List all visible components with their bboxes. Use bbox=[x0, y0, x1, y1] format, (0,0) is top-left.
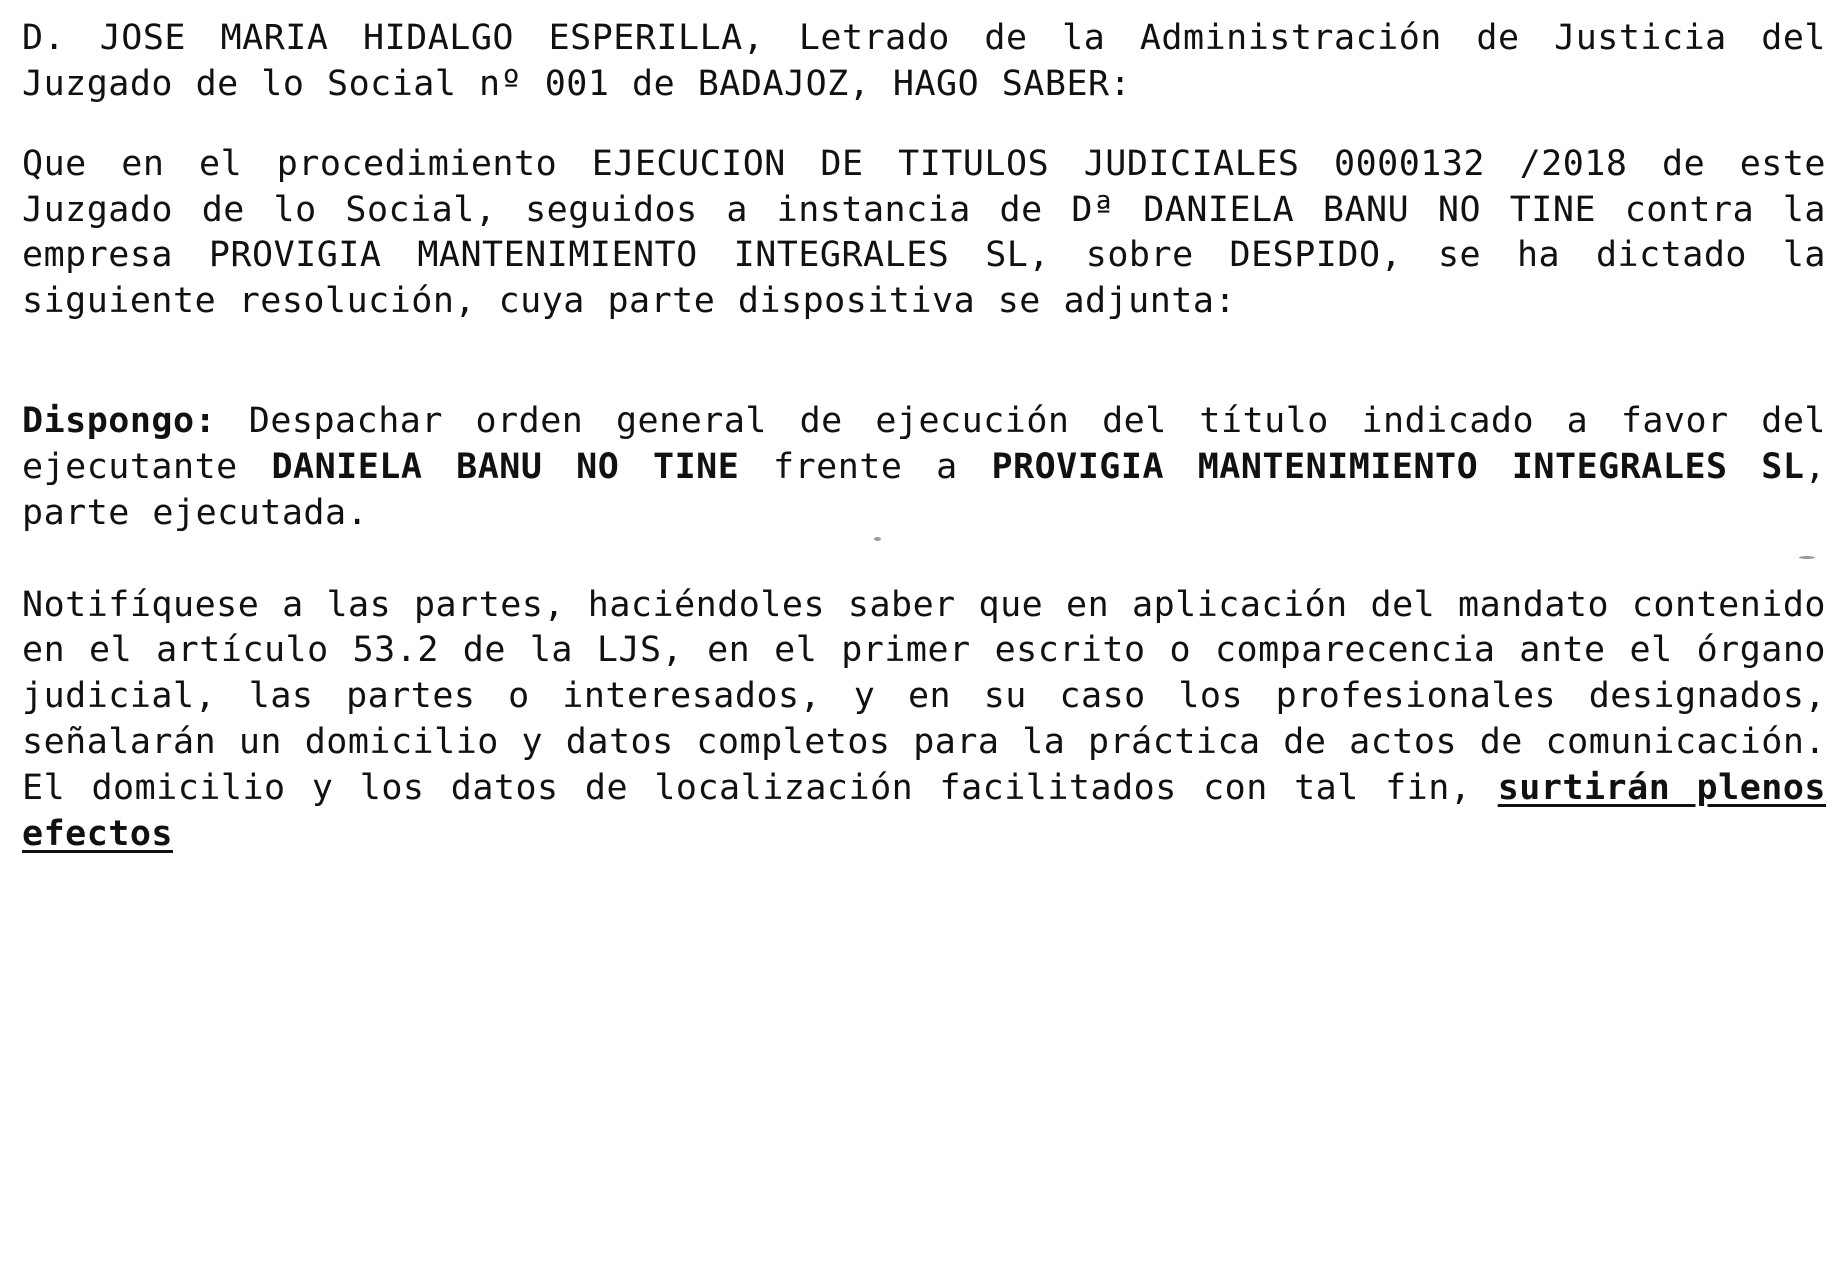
text-run-dispongo-body-3: , parte ejecutada. bbox=[22, 446, 1827, 533]
text-run-dispongo-body-1: Despachar orden general de ejecución del título indicado a favor del ejecutante bbox=[22, 401, 1826, 487]
text-run-clerk-statement: D. JOSE MARIA HIDALGO ESPERILLA, Letrado de la Administración de Justicia del Juzgado de lo Social nº 001 de BADAJOZ, HAGO SABER: bbox=[22, 18, 1826, 104]
scan-speck-icon bbox=[1799, 556, 1815, 559]
scan-speck-icon bbox=[874, 537, 881, 541]
paragraph-spacer bbox=[22, 325, 1826, 399]
text-run-dispongo-label: Dispongo: bbox=[22, 401, 217, 442]
text-run-executing-party: DANIELA BANU NO TINE bbox=[271, 446, 740, 487]
paragraph-notification bbox=[22, 583, 1826, 858]
text-run-executed-party: PROVIGIA MANTENIMIENTO INTEGRALES SL bbox=[991, 446, 1805, 487]
paragraph-spacer bbox=[22, 108, 1826, 142]
paragraph-dispongo bbox=[22, 399, 1826, 537]
paragraph-procedure-intro bbox=[22, 142, 1826, 325]
text-run-notification-emphasis: surtirán plenos efectos bbox=[22, 767, 1826, 854]
paragraph-spacer bbox=[22, 537, 1826, 583]
text-run-procedure-intro: Que en el procedimiento EJECUCION DE TITULOS JUDICIALES 0000132 /2018 de este Juzgado de lo Social, seguidos a instancia de Dª DANIELA BANU NO TINE contra la empresa PROVIGIA MANTENIMIENTO INTEGRALES SL, sobre DESPIDO, se ha dictado la siguiente resolución, cuya parte dispositiva se adjunta: bbox=[22, 143, 1826, 322]
paragraph-header-clerk bbox=[22, 16, 1826, 108]
text-run-dispongo-body-2: frente a bbox=[739, 446, 992, 487]
text-run-notification-body: Notifíquese a las partes, haciéndoles saber que en aplicación del mandato contenido en el artículo 53.2 de la LJS, en el primer escrito o comparecencia ante el órgano judicial, las partes o interesados, y en su caso los profesionales designados, señalarán un domicilio y datos completos para la práctica de actos de comunicación. El domicilio y los datos de localización facilitados con tal fin, bbox=[22, 584, 1826, 808]
